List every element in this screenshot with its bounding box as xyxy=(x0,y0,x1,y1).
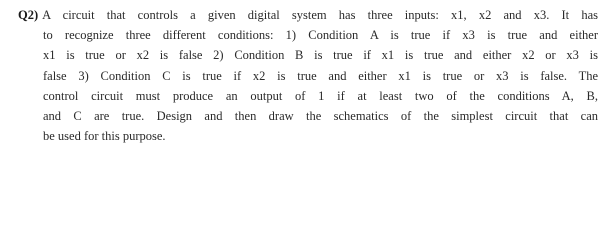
question-line-3: x1 is true or x2 is false 2) Condition B is true if x1 is true and either x2 or x3 is xyxy=(43,48,598,63)
question-text xyxy=(18,5,598,146)
question-line-2: to recognize three different conditions: 1) Condition A is true if x3 is true and either xyxy=(43,28,598,43)
question-line-text: A circuit that controls a given digital system has three inputs: x1, x2 and x3. It has xyxy=(42,8,598,22)
question-line-5: control circuit must produce an output of 1 if at least two of the conditions A, B, xyxy=(43,88,598,103)
question-line-6: and C are true. Design and then draw the schematics of the simplest circuit that can xyxy=(43,108,598,123)
question-line-4: false 3) Condition C is true if x2 is true and either x1 is true or x3 is false. The xyxy=(43,68,598,83)
question-line-1 xyxy=(18,5,598,25)
question-number: Q2) xyxy=(18,8,39,22)
question-line-7: be used for this purpose. xyxy=(43,129,166,144)
